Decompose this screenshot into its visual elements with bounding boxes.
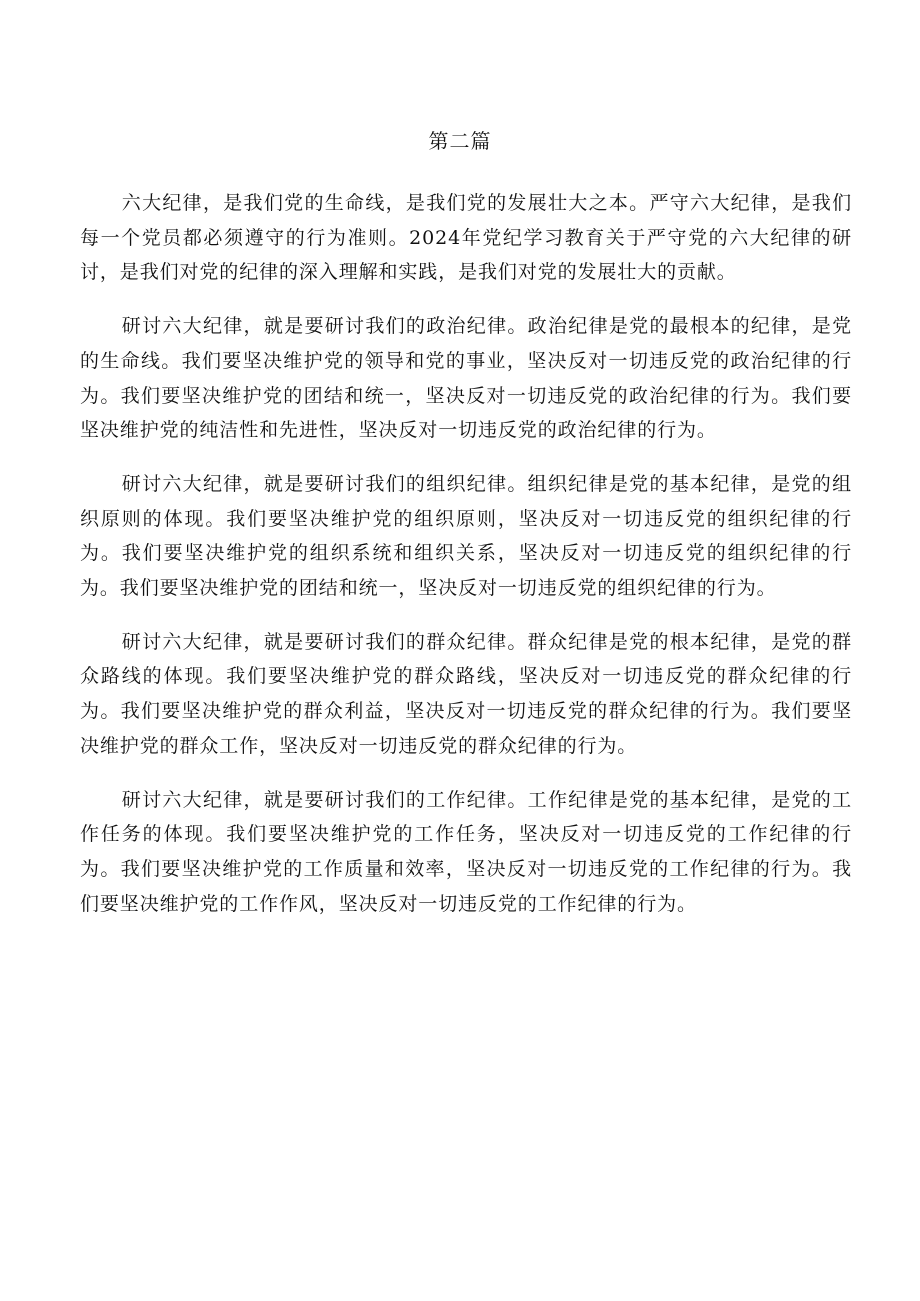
paragraph-5: 研讨六大纪律，就是要研讨我们的工作纪律。工作纪律是党的基本纪律，是党的工作任务的体现。我们要坚决维护党的工作任务，坚决反对一切违反党的工作纪律的行为。我们要坚决维护党的工作质量和效率，坚决反对一切违反党的工作纪律的行为。我们要坚决维护党的工作作风，坚决反对一切违反党的工作纪律的行为。 xyxy=(80,788,852,915)
paragraph-3: 研讨六大纪律，就是要研讨我们的组织纪律。组织纪律是党的基本纪律，是党的组织原则的体现。我们要坚决维护党的组织原则，坚决反对一切违反党的组织纪律的行为。我们要坚决维护党的组织系统和组织关系，坚决反对一切违反党的组织纪律的行为。我们要坚决维护党的团结和统一，坚决反对一切违反党的组织纪律的行为。 xyxy=(80,472,852,600)
paragraph-1: 六大纪律，是我们党的生命线，是我们党的发展壮大之本。严守六大纪律，是我们每一个党员都必须遵守的行为准则。2024年党纪学习教育关于严守党的六大纪律的研讨，是我们对党的纪律的深入理解和实践，是我们对党的发展壮大的贡献。 xyxy=(80,192,852,284)
paragraph-4: 研讨六大纪律，就是要研讨我们的群众纪律。群众纪律是党的根本纪律，是党的群众路线的体现。我们要坚决维护党的群众路线，坚决反对一切违反党的群众纪律的行为。我们要坚决维护党的群众利益，坚决反对一切违反党的群众纪律的行为。我们要坚决维护党的群众工作，坚决反对一切违反党的群众纪律的行为。 xyxy=(80,630,852,757)
document-title: 第二篇 xyxy=(428,129,492,153)
document-body xyxy=(80,186,852,940)
paragraph-2: 研讨六大纪律，就是要研讨我们的政治纪律。政治纪律是党的最根本的纪律，是党的生命线。我们要坚决维护党的领导和党的事业，坚决反对一切违反党的政治纪律的行为。我们要坚决维护党的团结和统一，坚决反对一切违反党的政治纪律的行为。我们要坚决维护党的纯洁性和先进性，坚决反对一切违反党的政治纪律的行为。 xyxy=(80,315,852,442)
